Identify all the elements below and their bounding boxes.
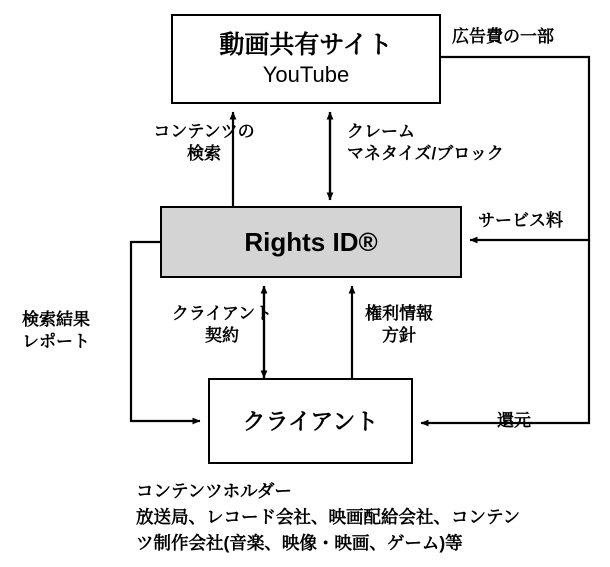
node-rights-id-label: Rights ID® [244,226,378,257]
label-content-search-line1: コンテンツの [153,122,255,141]
node-client[interactable] [208,378,413,464]
caption-line2: 放送局、レコード会社、映画配給会社、コンテン [136,506,521,527]
caption-line1: コンテンツホルダー [136,481,292,501]
caption-line3: ツ制作会社(音楽、映像・映画、ゲーム)等 [136,532,463,553]
label-search-result-report-line2: レポート [22,332,90,352]
label-client-contract [163,303,281,348]
label-rights-information [347,303,451,348]
label-ad-revenue-share: 広告費の一部 [452,27,554,46]
node-video-sharing-site[interactable] [171,14,441,104]
label-claim-line2: マネタイズ/ブロック [347,144,504,164]
label-client-contract-line2: 契約 [205,326,239,346]
label-claim-line1: クレーム [347,122,415,141]
label-rights-information-line2: 方針 [382,326,416,346]
node-youtube-title: 動画共有サイト [219,30,393,59]
node-rights-id[interactable] [160,206,462,278]
node-client-label: クライアント [242,407,379,434]
caption-content-holder [136,479,606,557]
node-youtube-subtitle: YouTube [262,61,350,87]
label-content-search [149,121,259,166]
label-search-result-report [22,309,90,354]
label-claim [347,121,504,166]
label-service-fee: サービス料 [478,211,563,230]
label-client-contract-line1: クライアント [171,304,273,323]
label-revenue-return: 還元 [497,411,531,430]
label-content-search-line2: 検索 [187,144,221,164]
label-rights-information-line1: 権利情報 [365,304,433,323]
label-search-result-report-line1: 検索結果 [22,310,90,329]
